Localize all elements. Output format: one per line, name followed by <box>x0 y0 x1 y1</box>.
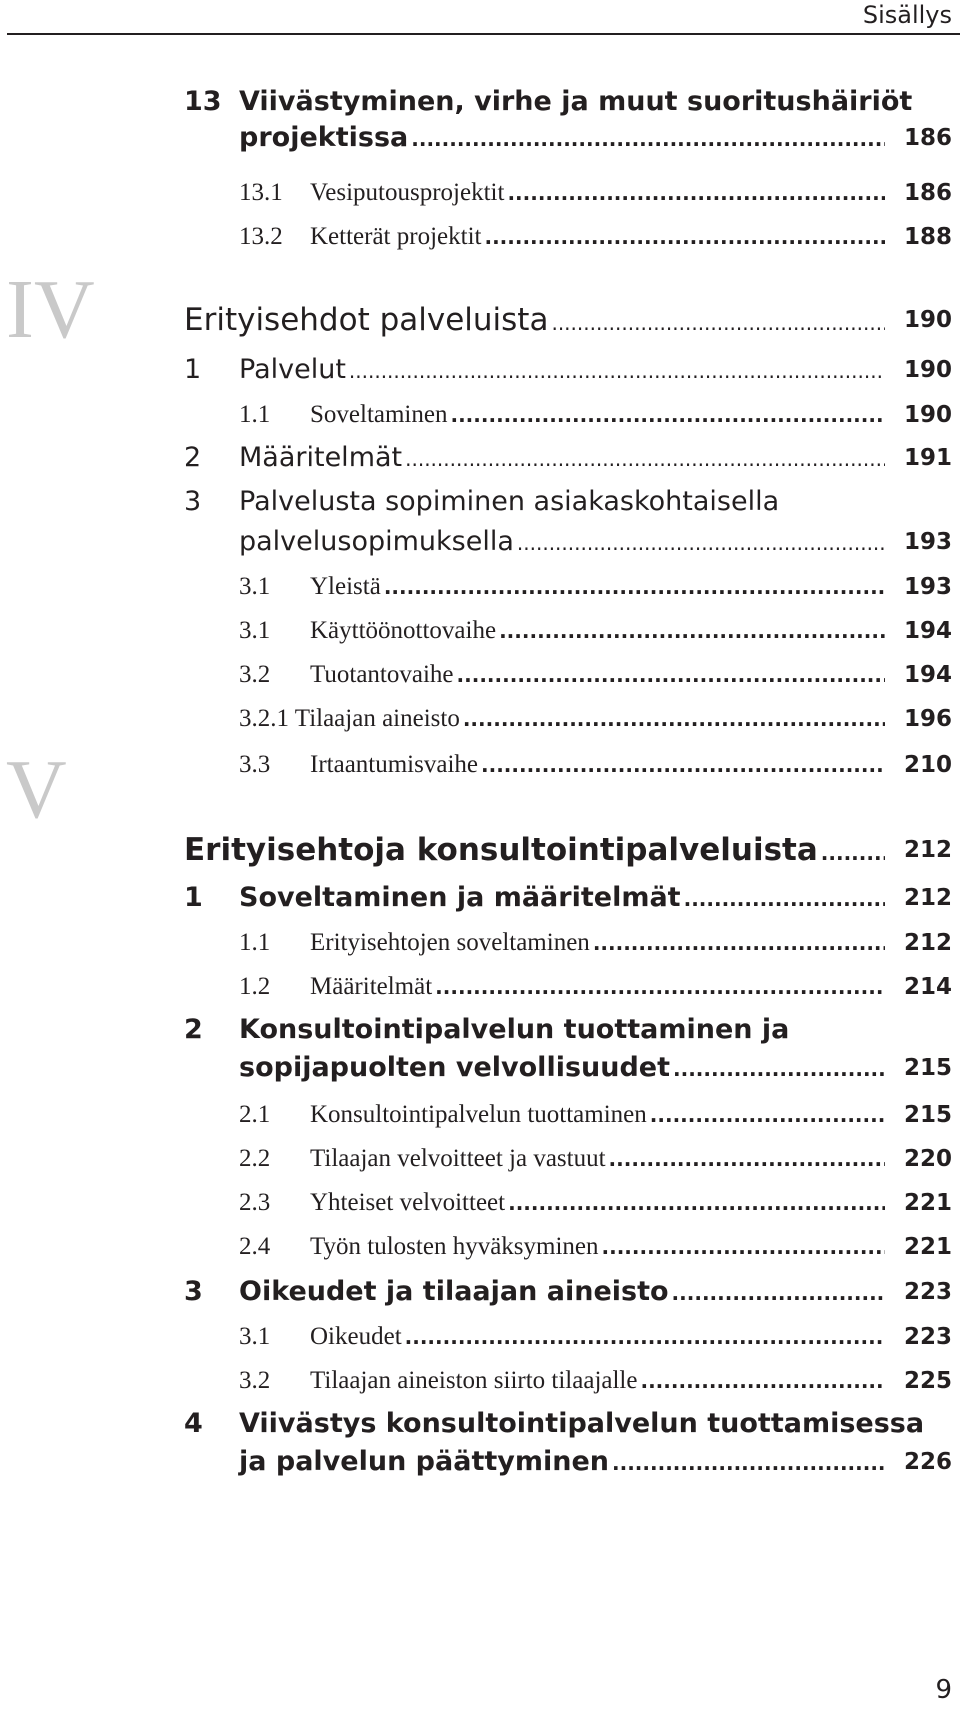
page-ref: 225 <box>903 1368 952 1394</box>
dot-leader <box>405 441 885 477</box>
entry-number: 3.1 <box>239 573 271 600</box>
dot-leader <box>457 658 885 692</box>
entry-number: 2.1 <box>239 1101 271 1128</box>
page-ref: 212 <box>903 885 952 911</box>
entry-title: Oikeudet ja tilaajan aineisto <box>239 1276 669 1307</box>
title-leader <box>310 1320 885 1354</box>
page-ref: 190 <box>903 307 952 333</box>
title-leader <box>310 570 885 604</box>
dot-leader <box>349 353 885 389</box>
title-leader <box>310 748 885 782</box>
entry-number: 4 <box>184 1408 203 1439</box>
entry-title: Palvelut <box>239 354 346 385</box>
dot-leader <box>517 525 885 561</box>
page-ref: 223 <box>903 1324 952 1350</box>
title-leader <box>310 658 885 692</box>
entry-title: Määritelmät <box>310 973 433 1000</box>
dot-leader <box>593 926 885 960</box>
entry-number: 13.1 <box>239 179 283 206</box>
title-leader <box>239 1274 885 1311</box>
page-ref: 190 <box>903 357 952 383</box>
page-ref: 212 <box>903 837 952 863</box>
entry-title-line1: Palvelusta sopiminen asiakaskohtaisella <box>239 486 780 517</box>
entry-number: 3.3 <box>239 751 271 778</box>
entry-title: Yleistä <box>310 573 381 600</box>
entry-number: 1.2 <box>239 973 271 1000</box>
entry-title: Käyttöönottovaihe <box>310 617 497 644</box>
dot-leader <box>602 1230 885 1264</box>
entry-number: 3 <box>184 1276 203 1307</box>
entry-title-line2: sopijapuolten velvollisuudet <box>239 1052 671 1083</box>
entry-title: Soveltaminen <box>310 401 448 428</box>
title-leader <box>310 1186 885 1220</box>
entry-title: Oikeudet <box>310 1323 402 1350</box>
title-leader <box>239 1050 885 1087</box>
dot-leader <box>507 176 885 210</box>
page-ref: 220 <box>903 1146 952 1172</box>
title-leader <box>310 220 885 254</box>
dot-leader <box>499 614 885 648</box>
page-ref: 223 <box>903 1279 952 1305</box>
entry-number: 1 <box>184 882 203 913</box>
page-ref: 188 <box>903 224 952 250</box>
entry-title: Yhteiset velvoitteet <box>310 1189 506 1216</box>
entry-number: 3.1 <box>239 617 271 644</box>
page-ref: 194 <box>903 618 952 644</box>
entry-number: 1 <box>184 354 202 385</box>
entry-title-line2: ja palvelun päättyminen <box>239 1446 610 1477</box>
page-ref: 194 <box>903 662 952 688</box>
dot-leader <box>673 1051 885 1087</box>
entry-title: Erityisehtojen soveltaminen <box>310 929 590 956</box>
title-leader <box>310 1230 885 1264</box>
title-leader <box>239 352 885 389</box>
dot-leader <box>609 1142 885 1176</box>
entry-number: 2 <box>184 442 202 473</box>
dot-leader <box>640 1364 885 1398</box>
title-leader <box>310 970 885 1004</box>
title-leader <box>310 398 885 432</box>
entry-number: 2.4 <box>239 1233 271 1260</box>
entry-title: Tilaajan velvoitteet ja vastuut <box>310 1145 606 1172</box>
page-ref: 190 <box>903 402 952 428</box>
dot-leader <box>481 748 885 782</box>
title-leader <box>239 880 885 917</box>
dot-leader <box>551 303 885 343</box>
entry-title-line1: Viivästyminen, virhe ja muut suoritushäiriöt <box>239 86 913 117</box>
entry-number: 2 <box>184 1014 203 1045</box>
page-ref: 221 <box>903 1234 952 1260</box>
entry-title: Soveltaminen ja määritelmät <box>239 882 681 913</box>
dot-leader <box>450 398 885 432</box>
title-leader <box>310 176 885 210</box>
entry-number: 2.2 <box>239 1145 271 1172</box>
entry-number: 3.2 <box>239 1367 271 1394</box>
entry-number: 3.1 <box>239 1323 271 1350</box>
entry-title: Irtaantumisvaihe <box>310 751 478 778</box>
page-ref: 215 <box>903 1055 952 1081</box>
entry-title: Määritelmät <box>239 442 403 473</box>
page-ref: 221 <box>903 1190 952 1216</box>
dot-leader <box>384 570 885 604</box>
title-leader <box>239 120 885 157</box>
title-leader <box>239 440 885 477</box>
title-leader <box>310 614 885 648</box>
page-ref: 212 <box>903 930 952 956</box>
entry-title-line1: Konsultointipalvelun tuottaminen ja <box>239 1014 790 1045</box>
running-header: Sisällys <box>862 1 952 29</box>
dot-leader <box>484 220 885 254</box>
dot-leader <box>612 1445 885 1481</box>
dot-leader <box>508 1186 885 1220</box>
page-ref: 186 <box>903 180 952 206</box>
entry-number: 3 <box>184 486 202 517</box>
page-ref: 193 <box>903 529 952 555</box>
title-leader <box>239 524 885 561</box>
page-ref: 196 <box>903 706 952 732</box>
entry-title: Vesiputousprojektit <box>310 179 505 206</box>
entry-number: 3.2 <box>239 661 271 688</box>
dot-leader <box>684 881 885 917</box>
title-leader <box>310 926 885 960</box>
title-leader <box>184 830 885 873</box>
title-leader <box>239 702 885 736</box>
dot-leader <box>672 1275 885 1311</box>
part-title: Erityisehdot palveluista <box>184 302 549 338</box>
entry-title: Tuotantovaihe <box>310 661 454 688</box>
entry-number: 2.3 <box>239 1189 271 1216</box>
entry-number: 13.2 <box>239 223 283 250</box>
page-ref: 215 <box>903 1102 952 1128</box>
entry-title: 3.2.1 Tilaajan aineisto <box>239 705 460 732</box>
page-ref: 210 <box>903 752 952 778</box>
page-ref: 193 <box>903 574 952 600</box>
title-leader <box>184 300 885 343</box>
entry-number: 1.1 <box>239 401 271 428</box>
dot-leader <box>411 121 885 157</box>
title-leader <box>239 1444 885 1481</box>
entry-title-line2: palvelusopimuksella <box>239 526 514 557</box>
entry-title: Konsultointipalvelun tuottaminen <box>310 1101 647 1128</box>
entry-title-line1: Viivästys konsultointipalvelun tuottamisessa <box>239 1408 925 1439</box>
entry-title: Työn tulosten hyväksyminen <box>310 1233 599 1260</box>
part-numeral-iv: IV <box>6 263 95 356</box>
title-leader <box>310 1098 885 1132</box>
page-ref: 214 <box>903 974 952 1000</box>
entry-number: 13 <box>184 86 222 117</box>
dot-leader <box>650 1098 885 1132</box>
part-numeral-v: V <box>6 743 67 836</box>
title-leader <box>310 1142 885 1176</box>
dot-leader <box>405 1320 885 1354</box>
dot-leader <box>821 833 885 873</box>
page-ref: 226 <box>903 1449 952 1475</box>
entry-title: Tilaajan aineiston siirto tilaajalle <box>310 1367 638 1394</box>
page-number: 9 <box>935 1675 952 1705</box>
dot-leader <box>463 702 885 736</box>
dot-leader <box>435 970 885 1004</box>
entry-number: 1.1 <box>239 929 271 956</box>
page-ref: 191 <box>903 445 952 471</box>
page-ref: 186 <box>903 125 952 151</box>
part-title: Erityisehtoja konsultointipalveluista <box>184 832 818 868</box>
entry-title: Ketterät projektit <box>310 223 482 250</box>
entry-title-line2: projektissa <box>239 122 409 153</box>
title-leader <box>310 1364 885 1398</box>
